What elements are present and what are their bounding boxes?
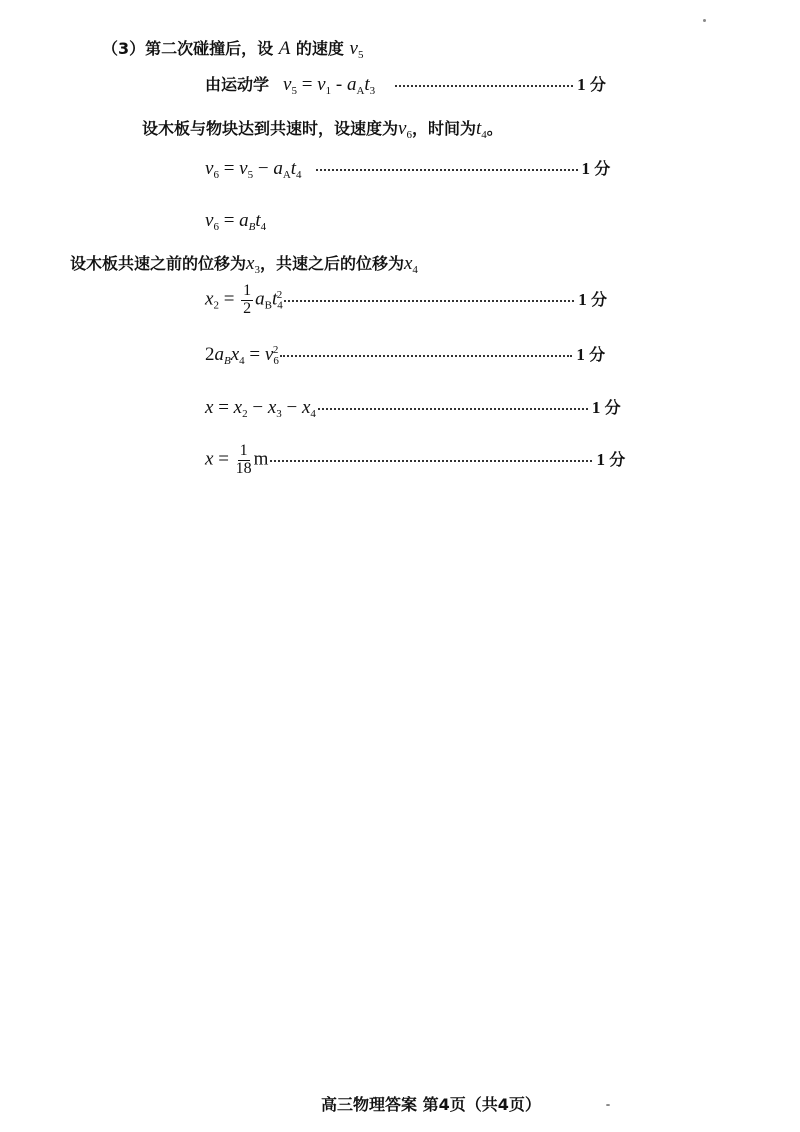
dotted-leader	[395, 85, 573, 87]
dotted-leader	[318, 408, 588, 410]
sentence2-mid: ，共速之后的位移为	[259, 254, 404, 273]
equation-x2	[205, 283, 635, 318]
fraction: $\frac{1}{18}$	[235, 442, 252, 477]
heading-var: A	[278, 38, 291, 59]
equation-x-result	[205, 443, 635, 478]
eq7-formula: x = $\frac{1}{18}$ m	[205, 442, 269, 477]
eq4-formula: $x_2$ = $\frac{1}{2}$ $a_Bt_4^2$	[205, 282, 283, 317]
sentence1-mid: ，时间为	[411, 119, 476, 138]
eq2-formula: $v_6 = v_5 - a_At_4$	[205, 158, 302, 181]
part3-heading	[102, 36, 363, 61]
fraction: $\frac{1}{2}$	[243, 282, 252, 317]
eq1-score: 1 分	[577, 75, 606, 94]
equation-2aBx4	[205, 342, 635, 367]
eq4-score: 1 分	[578, 289, 608, 309]
sentence2-text: 设木板共速之前的位移为	[70, 254, 247, 273]
eq2-score: 1 分	[581, 159, 611, 178]
heading-v: v	[349, 38, 358, 59]
eq7-score: 1 分	[596, 449, 626, 469]
dotted-leader	[316, 169, 578, 171]
equation-x-diff	[205, 395, 635, 420]
heading-text: （3）第二次碰撞后，设	[102, 39, 274, 58]
scan-speck	[703, 19, 706, 22]
eq1-formula: $v_5 = v_1 - a_At_3$	[283, 74, 376, 97]
page-footer: 高三物理答案 第4页（共4页）	[321, 1095, 541, 1114]
eq5-score: 1 分	[576, 345, 606, 364]
sentence-displacements: 设木板共速之前的位移为$x_3$，共速之后的位移为$x_4$	[70, 253, 418, 276]
dotted-leader	[284, 300, 574, 302]
equation-kinematics	[205, 72, 635, 97]
heading-mid: 的速度	[295, 39, 344, 58]
heading-v-sub: 5	[357, 49, 364, 61]
dotted-leader	[270, 460, 592, 462]
eq6-formula: $x = x_2 - x_3 - x_4$	[205, 397, 316, 420]
dotted-leader	[280, 355, 572, 357]
eq1-lead: 由运动学	[205, 75, 270, 94]
eq6-score: 1 分	[591, 398, 621, 417]
sentence1-text: 设木板与物块达到共速时，设速度为	[142, 119, 399, 138]
eq5-formula: $2a_Bx_4 = v_6^2$	[205, 344, 279, 367]
scan-speck	[606, 1104, 610, 1106]
sentence-common-velocity: 设木板与物块达到共速时，设速度为$v_6$，时间为$t_4$。	[142, 118, 503, 141]
equation-v6-board: $v_6 = a_Bt_4$	[205, 210, 267, 233]
equation-v6	[205, 156, 635, 181]
